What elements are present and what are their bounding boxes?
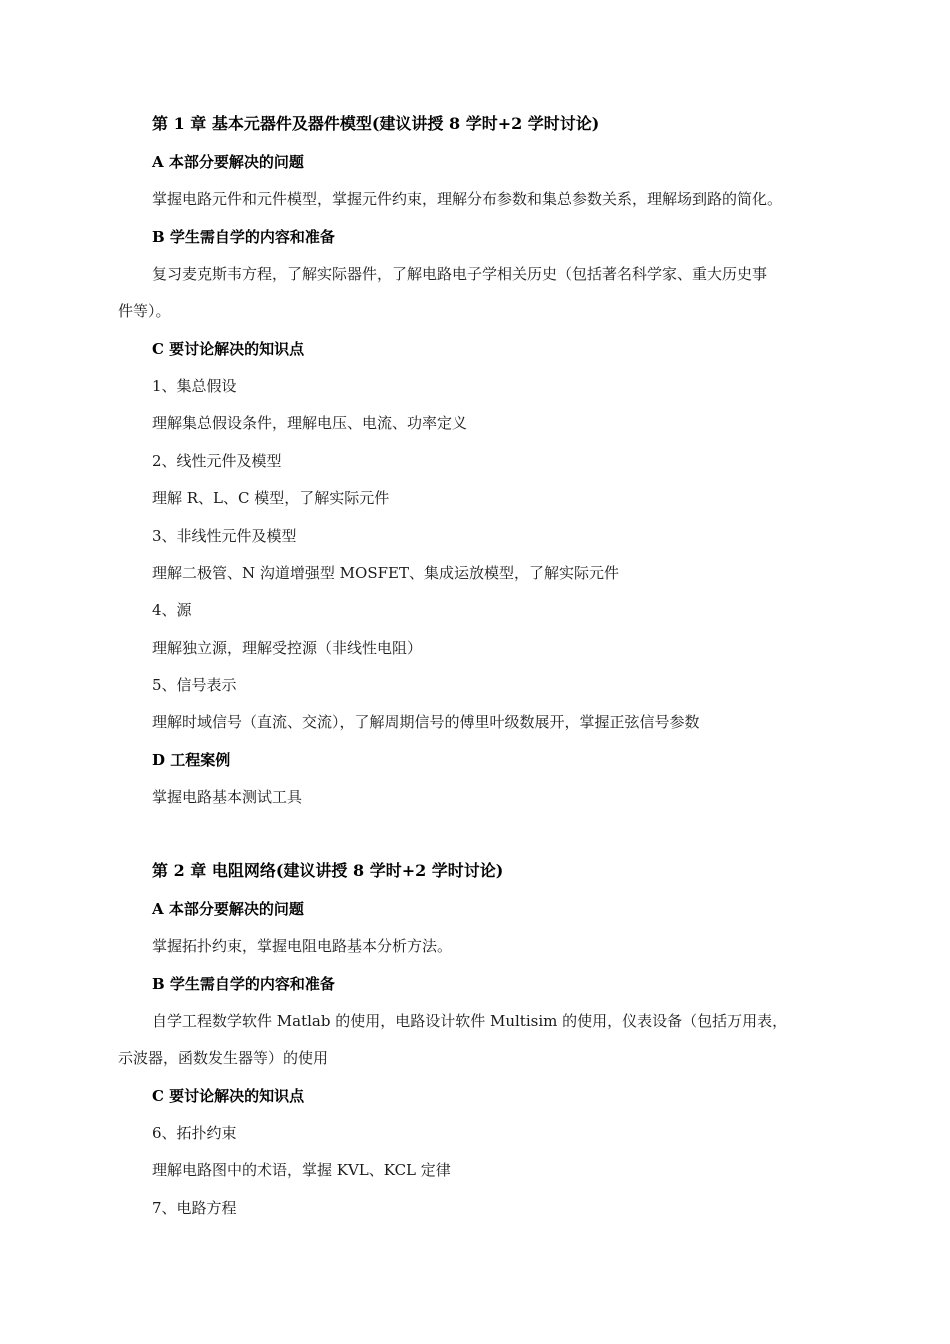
ch1-item-4-title: 4、源 — [152, 601, 192, 619]
ch1-section-c-heading: C 要讨论解决的知识点 — [152, 340, 305, 358]
ch1-section-a-text: 掌握电路元件和元件模型，掌握元件约束，理解分布参数和集总参数关系，理解场到路的简化。 — [152, 190, 783, 208]
ch1-item-3-desc: 理解二极管、N 沟道增强型 MOSFET、集成运放模型，了解实际元件 — [152, 564, 619, 582]
ch1-section-b-text-line1: 复习麦克斯韦方程，了解实际器件，了解电路电子学相关历史（包括著名科学家、重大历史事 — [152, 265, 768, 283]
ch2-item-6-title: 6、拓扑约束 — [152, 1124, 237, 1142]
ch1-section-d-text: 掌握电路基本测试工具 — [152, 788, 303, 806]
ch1-section-b-text-line2: 件等）。 — [118, 302, 171, 320]
ch2-section-b-heading: B 学生需自学的内容和准备 — [152, 975, 335, 993]
ch1-item-2-title: 2、线性元件及模型 — [152, 452, 282, 470]
ch1-item-5-title: 5、信号表示 — [152, 676, 237, 694]
ch1-item-5-desc: 理解时域信号（直流、交流），了解周期信号的傅里叶级数展开，掌握正弦信号参数 — [152, 713, 700, 731]
ch2-section-a-text: 掌握拓扑约束，掌握电阻电路基本分析方法。 — [152, 937, 453, 955]
ch1-item-1-desc: 理解集总假设条件，理解电压、电流、功率定义 — [152, 414, 468, 432]
ch1-section-a-heading: A 本部分要解决的问题 — [152, 153, 304, 171]
ch1-item-2-desc: 理解 R、L、C 模型，了解实际元件 — [152, 489, 390, 507]
ch1-section-b-heading: B 学生需自学的内容和准备 — [152, 228, 335, 246]
ch2-item-6-desc: 理解电路图中的术语，掌握 KVL、KCL 定律 — [152, 1161, 451, 1179]
ch1-item-3-title: 3、非线性元件及模型 — [152, 527, 297, 545]
ch1-item-4-desc: 理解独立源，理解受控源（非线性电阻） — [152, 639, 423, 657]
ch2-section-a-heading: A 本部分要解决的问题 — [152, 900, 304, 918]
ch2-section-c-heading: C 要讨论解决的知识点 — [152, 1087, 305, 1105]
chapter-1-title: 第 1 章 基本元器件及器件模型(建议讲授 8 学时+2 学时讨论) — [152, 114, 600, 133]
ch1-item-1-title: 1、集总假设 — [152, 377, 237, 395]
chapter-2-title: 第 2 章 电阻网络(建议讲授 8 学时+2 学时讨论) — [152, 861, 504, 880]
ch1-section-d-heading: D 工程案例 — [152, 751, 231, 769]
ch2-section-b-text-line2: 示波器，函数发生器等）的使用 — [118, 1049, 329, 1067]
ch2-item-7-title: 7、电路方程 — [152, 1199, 237, 1217]
ch2-section-b-text-line1: 自学工程数学软件 Matlab 的使用，电路设计软件 Multisim 的使用，仪表设备（包括万用表， — [152, 1012, 788, 1030]
